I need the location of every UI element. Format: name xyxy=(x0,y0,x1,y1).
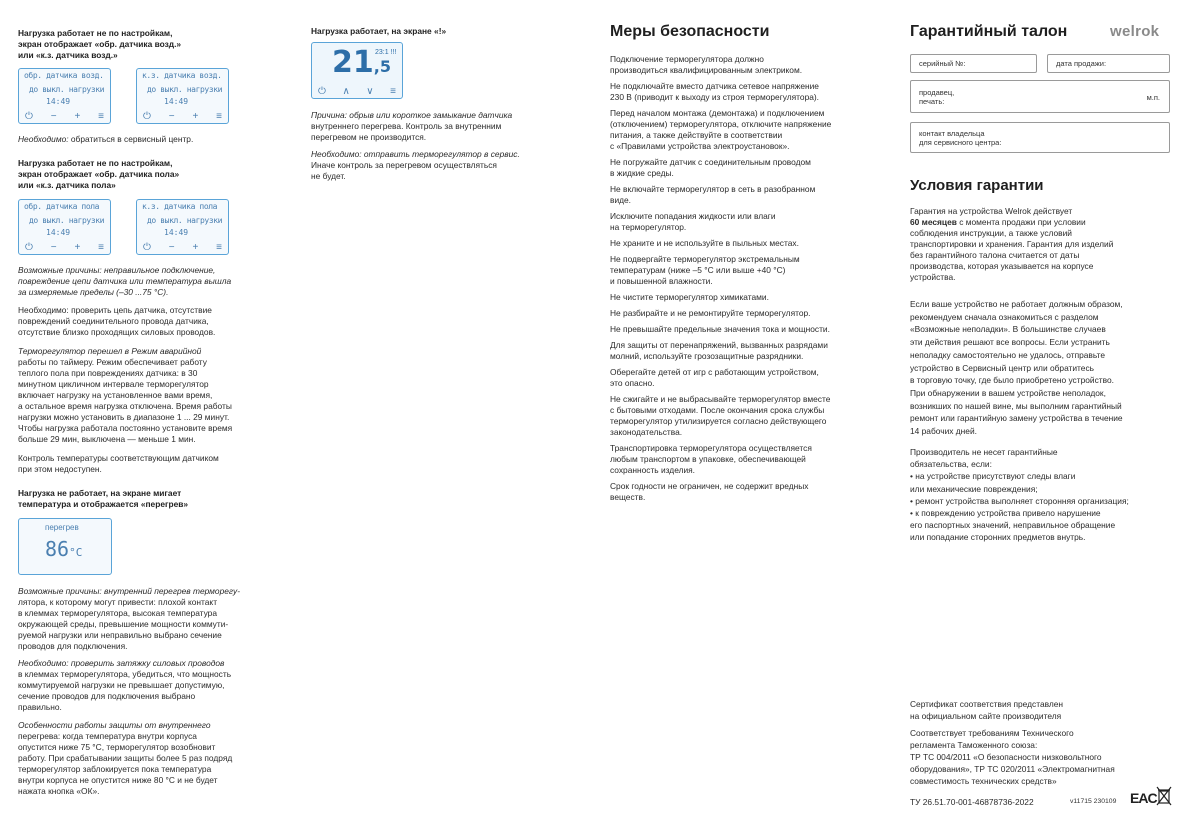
warranty-title: Гарантийный талон xyxy=(910,23,1068,40)
minus-icon: − xyxy=(168,111,175,122)
plus-icon: + xyxy=(74,111,81,122)
cause-text: Причина: обрыв или короткое замыкание датчика внутреннего перегрева. Контроль за внутренним перегревом не производится. xyxy=(311,110,513,142)
screen-exclamation: 21,5 23:1 !!! ⏻ ∧ ∨ ≡ xyxy=(311,42,403,99)
menu-icon: ≡ xyxy=(216,111,222,122)
print-code: v11715 230109 xyxy=(1070,798,1117,805)
protection-features: Особенности работы защиты от внутреннего перегрева: когда температура внутри корпуса опустится ниже 75 °С, терморегулятор возобновит работу. При срабатывании защиты более 5 раз подряд терморегулятор заблокируется пока температура внутри корпуса не опустится ниже 80 °С и не будет нажата кнопка «ОК». xyxy=(18,720,233,796)
safety-list xyxy=(610,54,880,508)
owner-contact-field[interactable]: контакт владельца для сервисного центра: xyxy=(910,122,1170,153)
screen-air-break: обр. датчика возд. до выкл. нагрузки 14:49 ⏻ − + ≡ xyxy=(18,68,111,124)
safety-item: Не подключайте вместо датчика сетевое напряжение 230 В (приводит к выходу из строя терморегулятора). xyxy=(610,81,820,102)
control-unavailable: Контроль температуры соответствующим датчиком при этом недоступен. xyxy=(18,453,219,474)
heading-floor-sensor: Нагрузка работает не по настройкам, экран отображает «обр. датчика пола» или «к.з. датчика пола» xyxy=(18,158,180,190)
plus-icon: + xyxy=(192,242,199,253)
possible-reasons-overheat: Возможные причины: внутренний перегрев терморегу- лятора, к которому могут привести: плохой контакт в клеммах терморегулятора, высокая температура окружающей среды, превышение мощности коммути- руемой нагрузки или неправильно выбрано сечение проводов для подключения. xyxy=(18,586,240,651)
screen-air-short: к.з. датчика возд. до выкл. нагрузки 14:49 ⏻ − + ≡ xyxy=(136,68,229,124)
possible-reasons-floor: Возможные причины: неправильное подключение, повреждение цепи датчика или температура вышла за измеряемые пределы (–30 ...75 °C). xyxy=(18,265,232,297)
safety-item: Не превышайте предельные значения тока и мощности. xyxy=(610,324,830,334)
menu-icon: ≡ xyxy=(216,242,222,253)
need-check-wires: Необходимо: проверить затяжку силовых проводов в клеммах терморегулятора, убедиться, что мощность коммутируемой нагрузки не превышает допустимую, сечение проводов для подключения выбрано правильно. xyxy=(18,658,232,712)
down-icon: ∨ xyxy=(366,86,374,97)
safety-item: Для защиты от перенапряжений, вызванных разрядами молний, используйте грозозащитные разрядники. xyxy=(610,340,828,361)
heading-air-sensor: Нагрузка работает не по настройкам, экран отображает «обр. датчика возд.» или «к.з. датчика возд.» xyxy=(18,28,182,60)
heading-overheat: Нагрузка не работает, на экране мигает температура и отображается «перегрев» xyxy=(18,488,189,509)
menu-icon: ≡ xyxy=(390,86,396,97)
eac-mark: EAC xyxy=(1130,790,1157,806)
power-icon: ⏻ xyxy=(25,111,33,122)
safety-item: Перед началом монтажа (демонтажа) и подключением (отключением) терморегулятора, отключите напряжение питания, а также действуйте в соответствии с «Правилами устройства электроустановок». xyxy=(610,108,832,151)
safety-item: Исключите попадания жидкости или влаги на терморегулятор. xyxy=(610,211,776,232)
safety-item: Срок годности не ограничен, не содержит вредных веществ. xyxy=(610,481,809,502)
power-icon: ⏻ xyxy=(143,242,151,253)
tech-regulation-compliance: Соответствует требованиям Технического регламента Таможенного союза: ТР ТС 004/2011 «О безопасности низковольтного оборудования», ТР ТС 020/2011 «Электромагнитная совместимость технических средств» xyxy=(910,728,1115,786)
up-icon: ∧ xyxy=(342,86,350,97)
safety-item: Не погружайте датчик с соединительным проводом в жидкие среды. xyxy=(610,157,811,178)
minus-icon: − xyxy=(50,242,57,253)
screen-floor-break: обр. датчика пола до выкл. нагрузки 14:49 ⏻ − + ≡ xyxy=(18,199,111,255)
safety-item: Не подвергайте терморегулятор экстремальным температурам (ниже –5 °C или выше +40 °C) и повышенной влажности. xyxy=(610,254,800,286)
menu-icon: ≡ xyxy=(98,111,104,122)
power-icon: ⏻ xyxy=(318,86,326,97)
tech-spec-number: ТУ 26.51.70-001-46878736-2022 xyxy=(910,797,1034,807)
power-icon: ⏻ xyxy=(143,111,151,122)
screen-overheat: перегрев 86°C xyxy=(18,518,112,575)
safety-item: Не чистите терморегулятор химикатами. xyxy=(610,292,769,302)
menu-icon: ≡ xyxy=(98,242,104,253)
warranty-paragraph-1: Гарантия на устройства Welrok действует 60 месяцев с момента продажи при условии соблюдения инструкции, а также условий транспортировки и хранения. Гарантия для изделий без гарантийного талона считается от даты производства, которая указывается на корпусе устройства. xyxy=(910,206,1114,282)
heading-exclamation: Нагрузка работает, на экране «!» xyxy=(311,26,447,36)
warranty-paragraph-2: Если ваше устройство не работает должным образом, рекомендуем сначала ознакомиться с разделом «Возможные неполадки». В большинстве случаев эти действия решают все вопросы. Если устранить неполадку самостоятельно не удалось, отправьте устройство в Сервисный центр или обратитесь в торговую точку, где было приобретено устройство. При обнаружении в вашем устройстве неполадок, возникших по нашей вине, мы выполним гарантийный ремонт или гарантийную замену устройства в течение 14 рабочих дней. xyxy=(910,299,1123,437)
minus-icon: − xyxy=(168,242,175,253)
safety-item: Транспортировка терморегулятора осуществляется любым транспортом в упаковке, обеспечивающей сохранность изделия. xyxy=(610,443,812,475)
safety-title: Меры безопасности xyxy=(610,23,770,40)
safety-item: Не сжигайте и не выбрасывайте терморегулятор вместе с бытовыми отходами. После окончания срока службы терморегулятор утилизируется согласно действующего законодательства. xyxy=(610,394,831,437)
welrok-logo: welrok xyxy=(1110,23,1160,40)
plus-icon: + xyxy=(74,242,81,253)
minus-icon: − xyxy=(50,111,57,122)
timer-mode-text: Терморегулятор перешел в Режим аварийной работы по таймеру. Режим обеспечивает работу теплого пола при повреждениях датчика: в 30 минутном цикличном интервале терморегулятор включает нагрузку на установленное вами время, а остальное время нагрузка отключена. Время работы нагрузки можно установить в диапазоне 1 ... 29 минут. Чтобы нагрузка работала постоянно установите время больше 29 мин, выключена — меньше 1 мин. xyxy=(18,346,233,444)
seller-stamp-field[interactable]: продавец, печать: м.п. xyxy=(910,80,1170,113)
safety-item: Подключение терморегулятора должно производиться квалифицированным электриком. xyxy=(610,54,803,75)
certificate-note: Сертификат соответствия представлен на официальном сайте производителя xyxy=(910,699,1064,721)
safety-item: Не включайте терморегулятор в сеть в разобранном виде. xyxy=(610,184,816,205)
safety-item: Не разбирайте и не ремонтируйте терморегулятор. xyxy=(610,308,811,318)
sale-date-field[interactable]: дата продажи: xyxy=(1047,54,1170,73)
plus-icon: + xyxy=(192,111,199,122)
need-service: Необходимо: обратиться в сервисный центр. xyxy=(18,134,194,144)
screen-floor-short: к.з. датчика пола до выкл. нагрузки 14:49 ⏻ − + ≡ xyxy=(136,199,229,255)
need-service-text: Необходимо: отправить терморегулятор в сервис. Иначе контроль за перегревом осуществляться не будет. xyxy=(311,149,520,181)
power-icon: ⏻ xyxy=(25,242,33,253)
warranty-conditions-title: Условия гарантии xyxy=(910,177,1044,194)
safety-item: Оберегайте детей от игр с работающим устройством, это опасно. xyxy=(610,367,819,388)
safety-item: Не храните и не используйте в пыльных местах. xyxy=(610,238,799,248)
waste-bin-icon xyxy=(1156,786,1172,806)
serial-number-field[interactable]: серийный №: xyxy=(910,54,1037,73)
need-check-sensor: Необходимо: проверить цепь датчика, отсутствие повреждений соединительного провода датчика, отсутствие близко проходящих силовых проводов. xyxy=(18,305,216,337)
warranty-exclusions: Производитель не несет гарантийные обязательства, если: • на устройстве присутствуют следы влаги или механические повреждения; • ремонт устройства выполняет сторонняя организация; • к повреждению устройства привело нарушение его паспортных значений, неправильное обращение или попадание сторонних предметов внутрь. xyxy=(910,447,1129,543)
